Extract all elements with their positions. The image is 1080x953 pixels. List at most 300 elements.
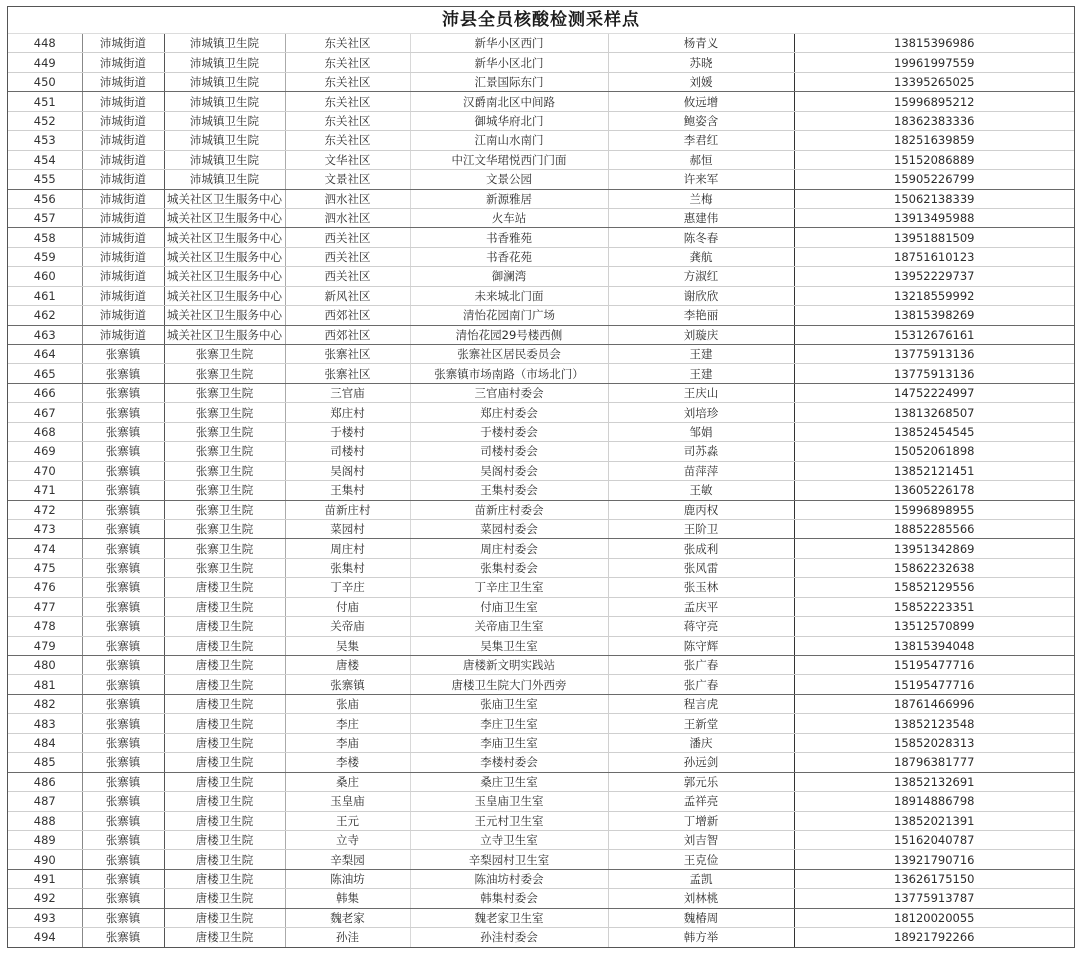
contact-person-cell[interactable]: 王建 [608, 345, 794, 364]
hospital-cell[interactable]: 唐楼卫生院 [164, 889, 285, 908]
phone-cell[interactable]: 13815394048 [794, 636, 1074, 655]
town-cell[interactable]: 张寨镇 [82, 928, 164, 947]
contact-person-cell[interactable]: 孟凯 [608, 869, 794, 888]
town-cell[interactable]: 沛城街道 [82, 247, 164, 266]
site-cell[interactable]: 付庙卫生室 [410, 597, 608, 616]
row-number-cell[interactable]: 491 [8, 869, 82, 888]
phone-cell[interactable]: 18852285566 [794, 519, 1074, 538]
phone-cell[interactable]: 13952229737 [794, 267, 1074, 286]
site-cell[interactable]: 李庄卫生室 [410, 714, 608, 733]
village-cell[interactable]: 立寺 [285, 830, 410, 849]
hospital-cell[interactable]: 唐楼卫生院 [164, 792, 285, 811]
town-cell[interactable]: 张寨镇 [82, 500, 164, 519]
site-cell[interactable]: 郑庄村委会 [410, 403, 608, 422]
phone-cell[interactable]: 15852129556 [794, 578, 1074, 597]
hospital-cell[interactable]: 张寨卫生院 [164, 539, 285, 558]
site-cell[interactable]: 清怡花园29号楼西侧 [410, 325, 608, 344]
phone-cell[interactable]: 15862232638 [794, 558, 1074, 577]
site-cell[interactable]: 苗新庄村委会 [410, 500, 608, 519]
village-cell[interactable]: 辛梨园 [285, 850, 410, 869]
contact-person-cell[interactable]: 王阶卫 [608, 519, 794, 538]
town-cell[interactable]: 张寨镇 [82, 889, 164, 908]
hospital-cell[interactable]: 唐楼卫生院 [164, 733, 285, 752]
hospital-cell[interactable]: 张寨卫生院 [164, 519, 285, 538]
hospital-cell[interactable]: 张寨卫生院 [164, 345, 285, 364]
village-cell[interactable]: 东关社区 [285, 72, 410, 91]
contact-person-cell[interactable]: 刘培珍 [608, 403, 794, 422]
village-cell[interactable]: 玉皇庙 [285, 792, 410, 811]
contact-person-cell[interactable]: 惠建伟 [608, 208, 794, 227]
row-number-cell[interactable]: 462 [8, 306, 82, 325]
hospital-cell[interactable]: 唐楼卫生院 [164, 772, 285, 791]
village-cell[interactable]: 文景社区 [285, 170, 410, 189]
town-cell[interactable]: 张寨镇 [82, 636, 164, 655]
row-number-cell[interactable]: 480 [8, 656, 82, 675]
site-cell[interactable]: 菜园村委会 [410, 519, 608, 538]
hospital-cell[interactable]: 唐楼卫生院 [164, 694, 285, 713]
row-number-cell[interactable]: 450 [8, 72, 82, 91]
row-number-cell[interactable]: 485 [8, 753, 82, 772]
town-cell[interactable]: 张寨镇 [82, 733, 164, 752]
town-cell[interactable]: 张寨镇 [82, 519, 164, 538]
row-number-cell[interactable]: 465 [8, 364, 82, 383]
phone-cell[interactable]: 13395265025 [794, 72, 1074, 91]
site-cell[interactable]: 吴阁村委会 [410, 461, 608, 480]
phone-cell[interactable]: 18751610123 [794, 247, 1074, 266]
site-cell[interactable]: 关帝庙卫生室 [410, 617, 608, 636]
contact-person-cell[interactable]: 李艳丽 [608, 306, 794, 325]
village-cell[interactable]: 周庄村 [285, 539, 410, 558]
village-cell[interactable]: 李庄 [285, 714, 410, 733]
hospital-cell[interactable]: 城关社区卫生服务中心 [164, 247, 285, 266]
town-cell[interactable]: 张寨镇 [82, 869, 164, 888]
town-cell[interactable]: 张寨镇 [82, 558, 164, 577]
town-cell[interactable]: 沛城街道 [82, 306, 164, 325]
contact-person-cell[interactable]: 李君红 [608, 131, 794, 150]
hospital-cell[interactable]: 唐楼卫生院 [164, 811, 285, 830]
village-cell[interactable]: 关帝庙 [285, 617, 410, 636]
town-cell[interactable]: 沛城街道 [82, 228, 164, 247]
row-number-cell[interactable]: 490 [8, 850, 82, 869]
site-cell[interactable]: 于楼村委会 [410, 422, 608, 441]
village-cell[interactable]: 三官庙 [285, 383, 410, 402]
village-cell[interactable]: 东关社区 [285, 92, 410, 111]
site-cell[interactable]: 张庙卫生室 [410, 694, 608, 713]
contact-person-cell[interactable]: 鹿丙权 [608, 500, 794, 519]
town-cell[interactable]: 张寨镇 [82, 442, 164, 461]
row-number-cell[interactable]: 456 [8, 189, 82, 208]
town-cell[interactable]: 张寨镇 [82, 461, 164, 480]
hospital-cell[interactable]: 唐楼卫生院 [164, 869, 285, 888]
hospital-cell[interactable]: 唐楼卫生院 [164, 908, 285, 927]
row-number-cell[interactable]: 494 [8, 928, 82, 947]
town-cell[interactable]: 张寨镇 [82, 830, 164, 849]
hospital-cell[interactable]: 张寨卫生院 [164, 461, 285, 480]
hospital-cell[interactable]: 唐楼卫生院 [164, 617, 285, 636]
phone-cell[interactable]: 13775913136 [794, 345, 1074, 364]
village-cell[interactable]: 新风社区 [285, 286, 410, 305]
town-cell[interactable]: 张寨镇 [82, 383, 164, 402]
row-number-cell[interactable]: 468 [8, 422, 82, 441]
row-number-cell[interactable]: 492 [8, 889, 82, 908]
hospital-cell[interactable]: 城关社区卫生服务中心 [164, 228, 285, 247]
village-cell[interactable]: 付庙 [285, 597, 410, 616]
contact-person-cell[interactable]: 苗萍萍 [608, 461, 794, 480]
contact-person-cell[interactable]: 杨青义 [608, 34, 794, 53]
village-cell[interactable]: 孙洼 [285, 928, 410, 947]
contact-person-cell[interactable]: 刘璇庆 [608, 325, 794, 344]
town-cell[interactable]: 张寨镇 [82, 364, 164, 383]
town-cell[interactable]: 沛城街道 [82, 150, 164, 169]
phone-cell[interactable]: 18761466996 [794, 694, 1074, 713]
phone-cell[interactable]: 18251639859 [794, 131, 1074, 150]
phone-cell[interactable]: 15852223351 [794, 597, 1074, 616]
contact-person-cell[interactable]: 郝恒 [608, 150, 794, 169]
town-cell[interactable]: 沛城街道 [82, 72, 164, 91]
row-number-cell[interactable]: 473 [8, 519, 82, 538]
contact-person-cell[interactable]: 孟庆平 [608, 597, 794, 616]
row-number-cell[interactable]: 449 [8, 53, 82, 72]
village-cell[interactable]: 西关社区 [285, 247, 410, 266]
village-cell[interactable]: 张寨镇 [285, 675, 410, 694]
contact-person-cell[interactable]: 陈守辉 [608, 636, 794, 655]
village-cell[interactable]: 韩集 [285, 889, 410, 908]
hospital-cell[interactable]: 张寨卫生院 [164, 422, 285, 441]
hospital-cell[interactable]: 城关社区卫生服务中心 [164, 208, 285, 227]
row-number-cell[interactable]: 488 [8, 811, 82, 830]
site-cell[interactable]: 桑庄卫生室 [410, 772, 608, 791]
town-cell[interactable]: 沛城街道 [82, 208, 164, 227]
hospital-cell[interactable]: 城关社区卫生服务中心 [164, 286, 285, 305]
site-cell[interactable]: 丁辛庄卫生室 [410, 578, 608, 597]
phone-cell[interactable]: 15152086889 [794, 150, 1074, 169]
contact-person-cell[interactable]: 苏晓 [608, 53, 794, 72]
town-cell[interactable]: 张寨镇 [82, 422, 164, 441]
site-cell[interactable]: 司楼村委会 [410, 442, 608, 461]
site-cell[interactable]: 孙洼村委会 [410, 928, 608, 947]
contact-person-cell[interactable]: 方淑红 [608, 267, 794, 286]
site-cell[interactable]: 王元村卫生室 [410, 811, 608, 830]
contact-person-cell[interactable]: 郭元乐 [608, 772, 794, 791]
site-cell[interactable]: 火车站 [410, 208, 608, 227]
village-cell[interactable]: 桑庄 [285, 772, 410, 791]
town-cell[interactable]: 张寨镇 [82, 792, 164, 811]
phone-cell[interactable]: 18914886798 [794, 792, 1074, 811]
site-cell[interactable]: 新源雅居 [410, 189, 608, 208]
town-cell[interactable]: 张寨镇 [82, 694, 164, 713]
hospital-cell[interactable]: 唐楼卫生院 [164, 597, 285, 616]
town-cell[interactable]: 沛城街道 [82, 189, 164, 208]
village-cell[interactable]: 西郊社区 [285, 306, 410, 325]
phone-cell[interactable]: 13951342869 [794, 539, 1074, 558]
contact-person-cell[interactable]: 兰梅 [608, 189, 794, 208]
village-cell[interactable]: 郑庄村 [285, 403, 410, 422]
site-cell[interactable]: 江南山水南门 [410, 131, 608, 150]
phone-cell[interactable]: 19961997559 [794, 53, 1074, 72]
contact-person-cell[interactable]: 刘媛 [608, 72, 794, 91]
phone-cell[interactable]: 13913495988 [794, 208, 1074, 227]
village-cell[interactable]: 西郊社区 [285, 325, 410, 344]
row-number-cell[interactable]: 461 [8, 286, 82, 305]
contact-person-cell[interactable]: 攸远增 [608, 92, 794, 111]
row-number-cell[interactable]: 483 [8, 714, 82, 733]
village-cell[interactable]: 泗水社区 [285, 189, 410, 208]
row-number-cell[interactable]: 474 [8, 539, 82, 558]
row-number-cell[interactable]: 467 [8, 403, 82, 422]
phone-cell[interactable]: 13852021391 [794, 811, 1074, 830]
hospital-cell[interactable]: 唐楼卫生院 [164, 656, 285, 675]
hospital-cell[interactable]: 张寨卫生院 [164, 442, 285, 461]
contact-person-cell[interactable]: 丁增新 [608, 811, 794, 830]
village-cell[interactable]: 司楼村 [285, 442, 410, 461]
phone-cell[interactable]: 18120020055 [794, 908, 1074, 927]
hospital-cell[interactable]: 张寨卫生院 [164, 364, 285, 383]
row-number-cell[interactable]: 481 [8, 675, 82, 694]
row-number-cell[interactable]: 454 [8, 150, 82, 169]
phone-cell[interactable]: 13605226178 [794, 481, 1074, 500]
row-number-cell[interactable]: 477 [8, 597, 82, 616]
village-cell[interactable]: 王集村 [285, 481, 410, 500]
contact-person-cell[interactable]: 王克俭 [608, 850, 794, 869]
hospital-cell[interactable]: 唐楼卫生院 [164, 928, 285, 947]
town-cell[interactable]: 沛城街道 [82, 267, 164, 286]
row-number-cell[interactable]: 484 [8, 733, 82, 752]
phone-cell[interactable]: 15852028313 [794, 733, 1074, 752]
village-cell[interactable]: 张寨社区 [285, 345, 410, 364]
village-cell[interactable]: 陈油坊 [285, 869, 410, 888]
contact-person-cell[interactable]: 刘吉智 [608, 830, 794, 849]
phone-cell[interactable]: 15062138339 [794, 189, 1074, 208]
phone-cell[interactable]: 15996895212 [794, 92, 1074, 111]
contact-person-cell[interactable]: 王敏 [608, 481, 794, 500]
site-cell[interactable]: 李庙卫生室 [410, 733, 608, 752]
village-cell[interactable]: 东关社区 [285, 111, 410, 130]
hospital-cell[interactable]: 唐楼卫生院 [164, 850, 285, 869]
row-number-cell[interactable]: 457 [8, 208, 82, 227]
hospital-cell[interactable]: 张寨卫生院 [164, 403, 285, 422]
phone-cell[interactable]: 15052061898 [794, 442, 1074, 461]
site-cell[interactable]: 书香花苑 [410, 247, 608, 266]
town-cell[interactable]: 张寨镇 [82, 345, 164, 364]
hospital-cell[interactable]: 唐楼卫生院 [164, 753, 285, 772]
contact-person-cell[interactable]: 潘庆 [608, 733, 794, 752]
town-cell[interactable]: 张寨镇 [82, 772, 164, 791]
site-cell[interactable]: 张集村委会 [410, 558, 608, 577]
row-number-cell[interactable]: 463 [8, 325, 82, 344]
phone-cell[interactable]: 14752224997 [794, 383, 1074, 402]
town-cell[interactable]: 张寨镇 [82, 675, 164, 694]
hospital-cell[interactable]: 城关社区卫生服务中心 [164, 306, 285, 325]
site-cell[interactable]: 未来城北门面 [410, 286, 608, 305]
town-cell[interactable]: 张寨镇 [82, 656, 164, 675]
hospital-cell[interactable]: 沛城镇卫生院 [164, 150, 285, 169]
town-cell[interactable]: 张寨镇 [82, 481, 164, 500]
row-number-cell[interactable]: 482 [8, 694, 82, 713]
site-cell[interactable]: 御澜湾 [410, 267, 608, 286]
contact-person-cell[interactable]: 蒋守亮 [608, 617, 794, 636]
village-cell[interactable]: 张集村 [285, 558, 410, 577]
phone-cell[interactable]: 13218559992 [794, 286, 1074, 305]
village-cell[interactable]: 东关社区 [285, 131, 410, 150]
hospital-cell[interactable]: 沛城镇卫生院 [164, 170, 285, 189]
village-cell[interactable]: 李楼 [285, 753, 410, 772]
town-cell[interactable]: 沛城街道 [82, 92, 164, 111]
village-cell[interactable]: 吴集 [285, 636, 410, 655]
town-cell[interactable]: 沛城街道 [82, 34, 164, 53]
site-cell[interactable]: 魏老家卫生室 [410, 908, 608, 927]
town-cell[interactable]: 沛城街道 [82, 286, 164, 305]
contact-person-cell[interactable]: 孟祥亮 [608, 792, 794, 811]
site-cell[interactable]: 周庄村委会 [410, 539, 608, 558]
village-cell[interactable]: 东关社区 [285, 53, 410, 72]
hospital-cell[interactable]: 张寨卫生院 [164, 558, 285, 577]
village-cell[interactable]: 唐楼 [285, 656, 410, 675]
village-cell[interactable]: 于楼村 [285, 422, 410, 441]
hospital-cell[interactable]: 张寨卫生院 [164, 383, 285, 402]
contact-person-cell[interactable]: 王新堂 [608, 714, 794, 733]
site-cell[interactable]: 张寨社区居民委员会 [410, 345, 608, 364]
phone-cell[interactable]: 13815398269 [794, 306, 1074, 325]
row-number-cell[interactable]: 459 [8, 247, 82, 266]
row-number-cell[interactable]: 464 [8, 345, 82, 364]
village-cell[interactable]: 西关社区 [285, 228, 410, 247]
village-cell[interactable]: 东关社区 [285, 34, 410, 53]
contact-person-cell[interactable]: 许来军 [608, 170, 794, 189]
site-cell[interactable]: 三官庙村委会 [410, 383, 608, 402]
town-cell[interactable]: 张寨镇 [82, 539, 164, 558]
hospital-cell[interactable]: 沛城镇卫生院 [164, 92, 285, 111]
site-cell[interactable]: 中江文华珺悦西门门面 [410, 150, 608, 169]
town-cell[interactable]: 张寨镇 [82, 850, 164, 869]
row-number-cell[interactable]: 493 [8, 908, 82, 927]
site-cell[interactable]: 唐楼卫生院大门外西旁 [410, 675, 608, 694]
town-cell[interactable]: 张寨镇 [82, 578, 164, 597]
contact-person-cell[interactable]: 陈冬春 [608, 228, 794, 247]
hospital-cell[interactable]: 唐楼卫生院 [164, 675, 285, 694]
phone-cell[interactable]: 13626175150 [794, 869, 1074, 888]
site-cell[interactable]: 新华小区西门 [410, 34, 608, 53]
row-number-cell[interactable]: 460 [8, 267, 82, 286]
contact-person-cell[interactable]: 张风雷 [608, 558, 794, 577]
hospital-cell[interactable]: 沛城镇卫生院 [164, 34, 285, 53]
town-cell[interactable]: 张寨镇 [82, 403, 164, 422]
hospital-cell[interactable]: 沛城镇卫生院 [164, 53, 285, 72]
row-number-cell[interactable]: 472 [8, 500, 82, 519]
contact-person-cell[interactable]: 龚航 [608, 247, 794, 266]
row-number-cell[interactable]: 476 [8, 578, 82, 597]
hospital-cell[interactable]: 唐楼卫生院 [164, 636, 285, 655]
town-cell[interactable]: 沛城街道 [82, 53, 164, 72]
phone-cell[interactable]: 15996898955 [794, 500, 1074, 519]
phone-cell[interactable]: 18796381777 [794, 753, 1074, 772]
hospital-cell[interactable]: 沛城镇卫生院 [164, 131, 285, 150]
site-cell[interactable]: 书香雅苑 [410, 228, 608, 247]
row-number-cell[interactable]: 453 [8, 131, 82, 150]
site-cell[interactable]: 李楼村委会 [410, 753, 608, 772]
row-number-cell[interactable]: 455 [8, 170, 82, 189]
village-cell[interactable]: 文华社区 [285, 150, 410, 169]
phone-cell[interactable]: 13951881509 [794, 228, 1074, 247]
phone-cell[interactable]: 15905226799 [794, 170, 1074, 189]
site-cell[interactable]: 立寺卫生室 [410, 830, 608, 849]
site-cell[interactable]: 汇景国际东门 [410, 72, 608, 91]
contact-person-cell[interactable]: 张广春 [608, 675, 794, 694]
village-cell[interactable]: 李庙 [285, 733, 410, 752]
row-number-cell[interactable]: 475 [8, 558, 82, 577]
phone-cell[interactable]: 15195477716 [794, 656, 1074, 675]
contact-person-cell[interactable]: 魏椿周 [608, 908, 794, 927]
hospital-cell[interactable]: 城关社区卫生服务中心 [164, 189, 285, 208]
town-cell[interactable]: 张寨镇 [82, 908, 164, 927]
site-cell[interactable]: 文景公园 [410, 170, 608, 189]
contact-person-cell[interactable]: 程言虎 [608, 694, 794, 713]
hospital-cell[interactable]: 张寨卫生院 [164, 481, 285, 500]
row-number-cell[interactable]: 469 [8, 442, 82, 461]
row-number-cell[interactable]: 452 [8, 111, 82, 130]
row-number-cell[interactable]: 471 [8, 481, 82, 500]
row-number-cell[interactable]: 478 [8, 617, 82, 636]
phone-cell[interactable]: 13813268507 [794, 403, 1074, 422]
hospital-cell[interactable]: 张寨卫生院 [164, 500, 285, 519]
row-number-cell[interactable]: 448 [8, 34, 82, 53]
row-number-cell[interactable]: 489 [8, 830, 82, 849]
phone-cell[interactable]: 13775913787 [794, 889, 1074, 908]
phone-cell[interactable]: 15312676161 [794, 325, 1074, 344]
row-number-cell[interactable]: 451 [8, 92, 82, 111]
town-cell[interactable]: 张寨镇 [82, 811, 164, 830]
site-cell[interactable]: 汉爵南北区中间路 [410, 92, 608, 111]
contact-person-cell[interactable]: 张广春 [608, 656, 794, 675]
town-cell[interactable]: 沛城街道 [82, 325, 164, 344]
row-number-cell[interactable]: 466 [8, 383, 82, 402]
town-cell[interactable]: 沛城街道 [82, 111, 164, 130]
village-cell[interactable]: 菜园村 [285, 519, 410, 538]
site-cell[interactable]: 唐楼新文明实践站 [410, 656, 608, 675]
site-cell[interactable]: 玉皇庙卫生室 [410, 792, 608, 811]
phone-cell[interactable]: 15195477716 [794, 675, 1074, 694]
hospital-cell[interactable]: 唐楼卫生院 [164, 830, 285, 849]
phone-cell[interactable]: 13852454545 [794, 422, 1074, 441]
village-cell[interactable]: 王元 [285, 811, 410, 830]
hospital-cell[interactable]: 沛城镇卫生院 [164, 72, 285, 91]
contact-person-cell[interactable]: 刘林桃 [608, 889, 794, 908]
village-cell[interactable]: 苗新庄村 [285, 500, 410, 519]
row-number-cell[interactable]: 470 [8, 461, 82, 480]
phone-cell[interactable]: 13815396986 [794, 34, 1074, 53]
contact-person-cell[interactable]: 邹娟 [608, 422, 794, 441]
hospital-cell[interactable]: 城关社区卫生服务中心 [164, 325, 285, 344]
contact-person-cell[interactable]: 王庆山 [608, 383, 794, 402]
phone-cell[interactable]: 13852132691 [794, 772, 1074, 791]
site-cell[interactable]: 吴集卫生室 [410, 636, 608, 655]
contact-person-cell[interactable]: 王建 [608, 364, 794, 383]
site-cell[interactable]: 清怡花园南门广场 [410, 306, 608, 325]
phone-cell[interactable]: 13775913136 [794, 364, 1074, 383]
hospital-cell[interactable]: 沛城镇卫生院 [164, 111, 285, 130]
contact-person-cell[interactable]: 孙远剑 [608, 753, 794, 772]
village-cell[interactable]: 泗水社区 [285, 208, 410, 227]
row-number-cell[interactable]: 458 [8, 228, 82, 247]
contact-person-cell[interactable]: 鲍姿含 [608, 111, 794, 130]
village-cell[interactable]: 张寨社区 [285, 364, 410, 383]
contact-person-cell[interactable]: 张玉林 [608, 578, 794, 597]
village-cell[interactable]: 张庙 [285, 694, 410, 713]
phone-cell[interactable]: 13512570899 [794, 617, 1074, 636]
site-cell[interactable]: 新华小区北门 [410, 53, 608, 72]
village-cell[interactable]: 丁辛庄 [285, 578, 410, 597]
village-cell[interactable]: 西关社区 [285, 267, 410, 286]
site-cell[interactable]: 韩集村委会 [410, 889, 608, 908]
